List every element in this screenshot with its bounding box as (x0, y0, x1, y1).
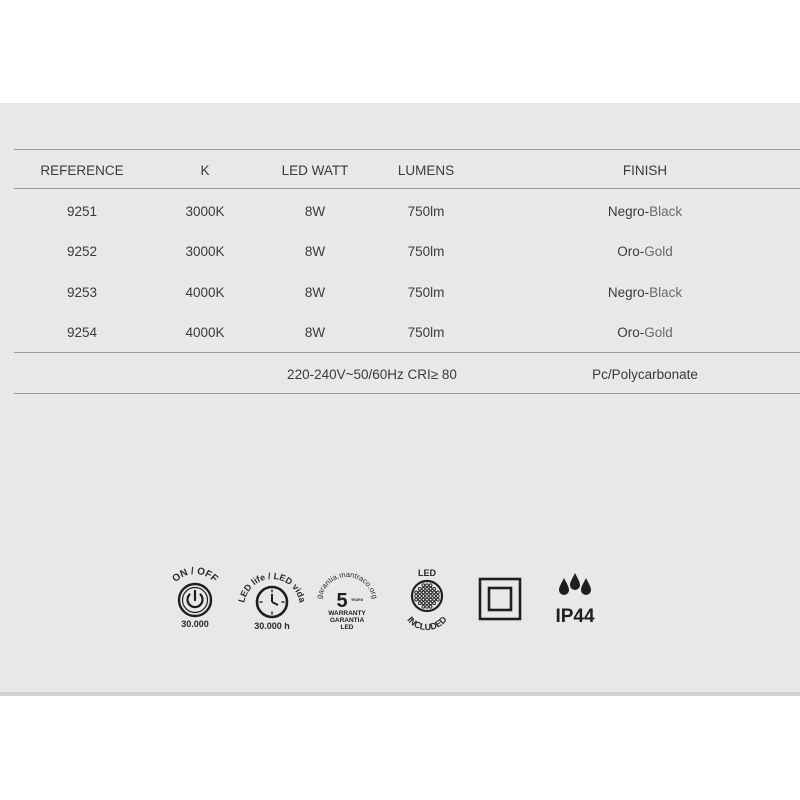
header-finish: FINISH (622, 163, 668, 178)
led-dot (429, 591, 432, 594)
cell-k: 3000K (185, 204, 225, 219)
cell-finish (617, 325, 673, 340)
cell-watt: 8W (304, 244, 326, 259)
warranty-years-word: YEARS (350, 598, 364, 602)
header-reference: REFERENCE (40, 163, 124, 178)
cell-k: 4000K (185, 325, 225, 340)
svg-text:INCLUDED (405, 614, 449, 632)
cell-finish (608, 285, 682, 300)
cell-lumens: 750lm (407, 244, 445, 259)
on-off-top-label: ON / OFF (170, 565, 220, 585)
on-off-bottom-label: 30.000 (181, 619, 209, 629)
warranty-url: garantia.mantraco.org (314, 569, 380, 600)
led-dot (422, 587, 425, 590)
ip44-water-drops-icon (545, 570, 605, 630)
led-dot (422, 591, 425, 594)
finish-es: Negro- (607, 285, 650, 300)
cell-reference: 9253 (66, 285, 98, 300)
ip-rating-label: IP44 (555, 606, 595, 627)
cell-finish (617, 244, 673, 259)
led-dot (418, 587, 421, 590)
led-life-bottom-label: 30.000 h (254, 621, 290, 631)
led-dot (426, 602, 429, 605)
cell-watt: 8W (304, 285, 326, 300)
led-dot (429, 587, 432, 590)
warranty-line1: WARRANTY (328, 610, 366, 617)
material-spec: Pc/Polycarbonate (592, 367, 698, 382)
led-dot (429, 584, 432, 587)
led-dot (418, 591, 421, 594)
cell-lumens: 750lm (407, 325, 445, 340)
header-rule (14, 188, 800, 189)
led-dot (418, 602, 421, 605)
warranty-line2: GARANTIA (329, 617, 365, 624)
led-dot (422, 595, 425, 598)
cell-lumens: 750lm (407, 285, 445, 300)
led-dot (436, 591, 439, 594)
led-dot (418, 598, 421, 601)
rows-bottom-rule (14, 352, 800, 353)
class-ii-double-insulation-icon (478, 577, 522, 621)
led-dot (422, 602, 425, 605)
led-dot (433, 595, 436, 598)
led-life-clock-icon (235, 563, 309, 635)
warranty-years-number: 5 (336, 590, 348, 612)
led-dot (415, 598, 418, 601)
led-dot (433, 591, 436, 594)
led-dot (422, 605, 425, 608)
finish-en: Black (649, 285, 683, 300)
table-top-rule (14, 149, 800, 150)
cell-k: 3000K (185, 244, 225, 259)
panel-bottom-border (0, 692, 800, 696)
finish-es: Oro- (617, 244, 645, 259)
led-dot (429, 605, 432, 608)
led-included-bottom-label: INCLUDED (405, 614, 449, 633)
cell-watt: 8W (304, 325, 326, 340)
led-dot (422, 598, 425, 601)
finish-es: Negro- (607, 204, 650, 219)
finish-en: Black (649, 204, 683, 219)
led-dot (426, 587, 429, 590)
cell-lumens: 750lm (407, 204, 445, 219)
led-dot (422, 584, 425, 587)
led-dot (415, 595, 418, 598)
table-bottom-rule (14, 393, 800, 394)
svg-text:ON / OFF (170, 566, 219, 585)
header-led-watt: LED WATT (281, 163, 349, 178)
led-life-top-label: LED life / LED vida (236, 570, 308, 604)
warranty-line3: LED (340, 624, 354, 631)
warranty-icon (312, 563, 382, 635)
cell-reference: 9254 (66, 325, 98, 340)
led-dot (433, 587, 436, 590)
electrical-spec: 220-240V~50/60Hz CRI≥ 80 (287, 367, 457, 382)
led-dot (426, 605, 429, 608)
led-dot (429, 595, 432, 598)
led-included-top-label: LED (418, 568, 436, 578)
led-dot (429, 598, 432, 601)
led-dot (426, 591, 429, 594)
led-dot (415, 591, 418, 594)
cell-finish (608, 204, 682, 219)
finish-es: Oro- (617, 325, 645, 340)
led-dot (433, 602, 436, 605)
led-dot (426, 598, 429, 601)
header-lumens: LUMENS (397, 163, 455, 178)
led-dot (436, 598, 439, 601)
cell-reference: 9251 (66, 204, 98, 219)
cell-k: 4000K (185, 285, 225, 300)
cell-watt: 8W (304, 204, 326, 219)
led-dot (426, 584, 429, 587)
led-dot (429, 602, 432, 605)
finish-en: Gold (644, 244, 673, 259)
led-dot (436, 595, 439, 598)
led-included-icon (392, 563, 462, 635)
led-dot (426, 595, 429, 598)
led-dot (433, 598, 436, 601)
cell-reference: 9252 (66, 244, 98, 259)
header-k: K (200, 163, 210, 178)
led-dot (418, 595, 421, 598)
finish-en: Gold (644, 325, 673, 340)
on-off-icon (160, 563, 230, 633)
